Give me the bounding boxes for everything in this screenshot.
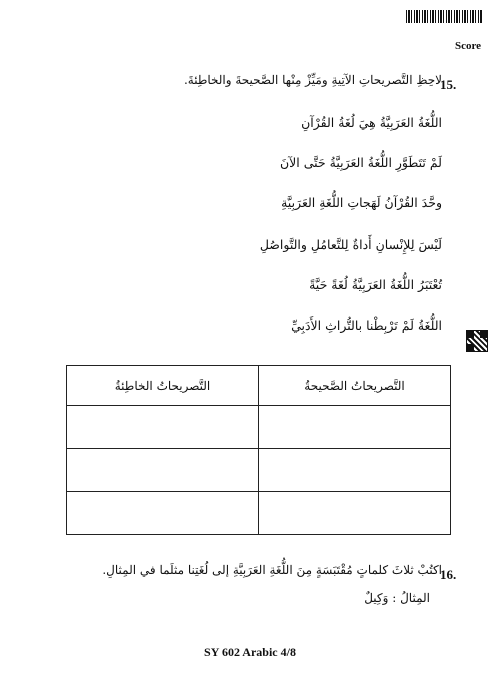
column-true-statements: التَّصريحاتُ الصَّحيحةُ — [259, 366, 451, 406]
question-16-example: المِثالُ : وَكِيلٌ — [364, 591, 430, 605]
question-15-number: 15. — [440, 77, 457, 92]
answer-cell[interactable] — [67, 492, 259, 535]
statement-3: وحَّدَ القُرْآنُ لَهَجاتِ اللُّغَةِ العَرَبِيَّةِ — [281, 195, 442, 210]
answer-cell[interactable] — [67, 406, 259, 449]
statement-6: اللُّغَةُ لَمْ تَرْبِطْنا بالتُّراثِ الأَدَبِيِّ — [291, 318, 442, 333]
answer-table — [66, 365, 451, 535]
column-false-statements: التَّصريحاتُ الخاطِئةُ — [67, 366, 259, 406]
answer-cell[interactable] — [259, 492, 451, 535]
answer-cell[interactable] — [259, 406, 451, 449]
answer-cell[interactable] — [67, 449, 259, 492]
barcode — [406, 10, 482, 23]
page-footer: SY 602 Arabic 4/8 — [204, 645, 296, 659]
statement-4: لَيْسَ لِلإِنْسانِ أَداةٌ لِلتَّعامُلِ والتَّواصُلِ — [259, 237, 442, 252]
score-label: Score — [455, 40, 482, 52]
question-16-instruction: اكتُبْ ثلاثَ كلماتٍ مُقْتَبَسَةٍ مِنَ اللُّغَةِ العَرَبِيَّةِ إلى لُغَتِنا مثلَما في المِثالِ. — [102, 563, 442, 577]
statement-2: لَمْ تَتَطَوَّرِ اللُّغَةُ العَرَبِيَّةُ حَتَّى الآنَ — [279, 155, 442, 170]
statement-1: اللُّغَةُ العَرَبِيَّةُ هِيَ لُغَةُ القُرْآنِ — [301, 115, 442, 130]
question-15-instruction: لاحِظِ التَّصريحاتِ الآتِيةِ ومَيِّزْ مِنْها الصَّحيحةَ والخاطِئةَ. — [183, 73, 442, 87]
statement-5: تُعْتَبَرُ اللُّغَةُ العَرَبِيَّةُ لُغَةً حَيَّةً — [309, 277, 442, 292]
qr-code — [466, 330, 488, 352]
question-16-number: 16. — [440, 567, 457, 582]
answer-cell[interactable] — [259, 449, 451, 492]
